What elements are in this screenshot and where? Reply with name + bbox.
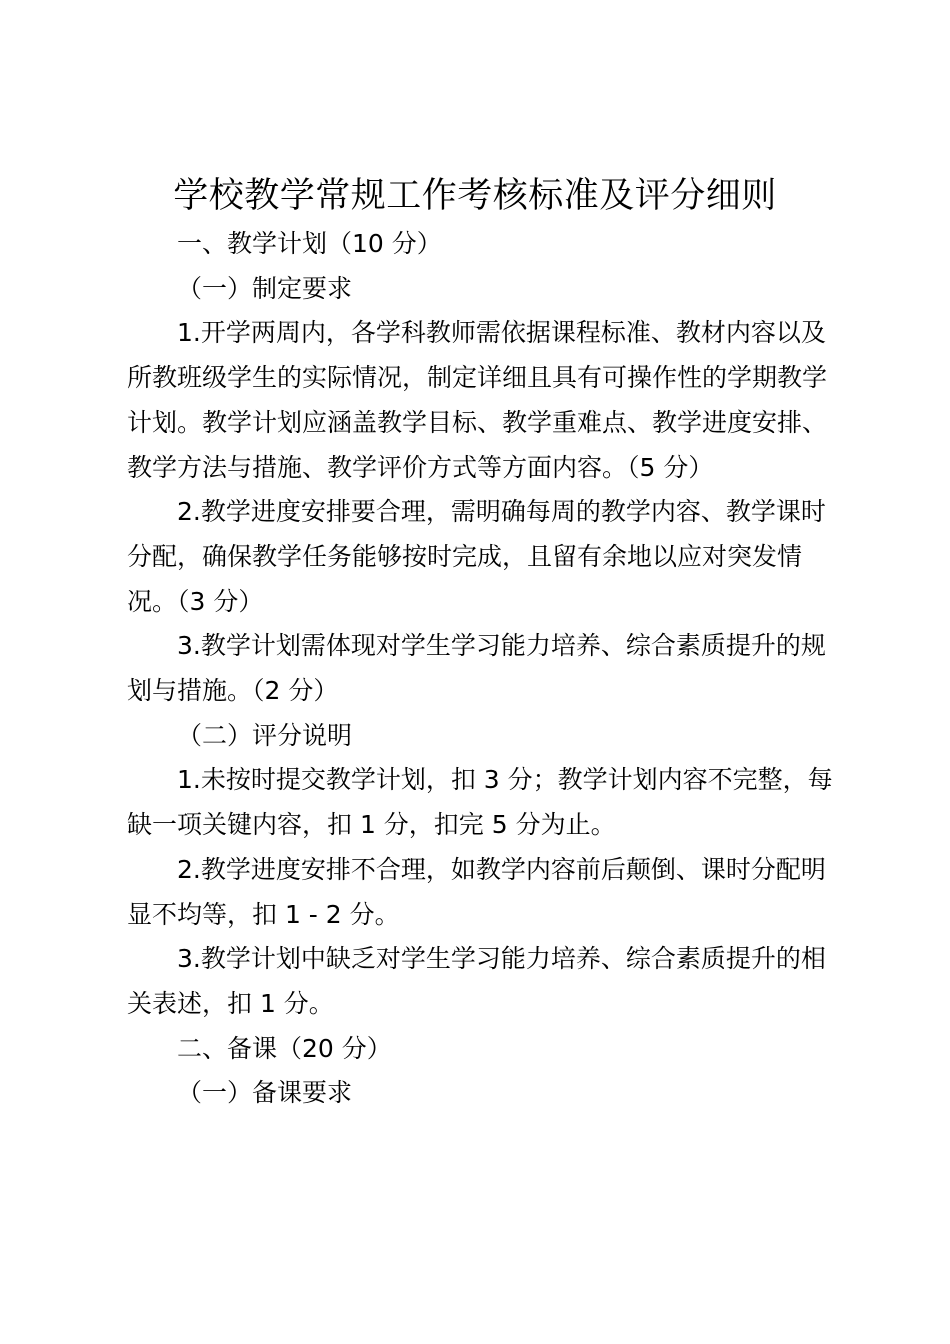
paragraph-scoring-2: 2.教学进度安排不合理，如教学内容前后颠倒、课时分配明显不均等，扣 1 - 2 分。 [127,854,826,929]
subsection-heading-requirements: （一）制定要求 [177,273,353,303]
subsection-heading-prep-requirements: （一）备课要求 [177,1078,353,1108]
section-heading-lesson-prep: 二、备课（20 分） [177,1033,392,1063]
document-title: 学校教学常规工作考核标准及评分细则 [173,176,777,216]
paragraph-requirement-3: 3.教学计划需体现对学生学习能力培养、综合素质提升的规划与措施。（2 分） [127,631,826,706]
section-heading-teaching-plan: 一、教学计划（10 分） [177,229,442,258]
paragraph-scoring-3: 3.教学计划中缺乏对学生学习能力培养、综合素质提升的相关表述，扣 1 分。 [127,944,826,1018]
document-body [127,222,837,1116]
paragraph-requirement-1: 1.开学两周内，各学科教师需依据课程标准、教材内容以及所教班级学生的实际情况，制定详细且具有可操作性的学期教学计划。教学计划应涵盖教学目标、教学重难点、教学进度安排、教学方法与措施、教学评价方式等方面内容。（5 分） [127,318,828,482]
paragraph-scoring-1: 1.未按时提交教学计划，扣 3 分；教学计划内容不完整，每缺一项关键内容，扣 1 分，扣完 5 分为止。 [127,765,833,840]
paragraph-requirement-2: 2.教学进度安排要合理，需明确每周的教学内容、教学课时分配，确保教学任务能够按时完成，且留有余地以应对突发情况。（3 分） [127,497,826,616]
subsection-heading-scoring: （二）评分说明 [177,720,353,750]
